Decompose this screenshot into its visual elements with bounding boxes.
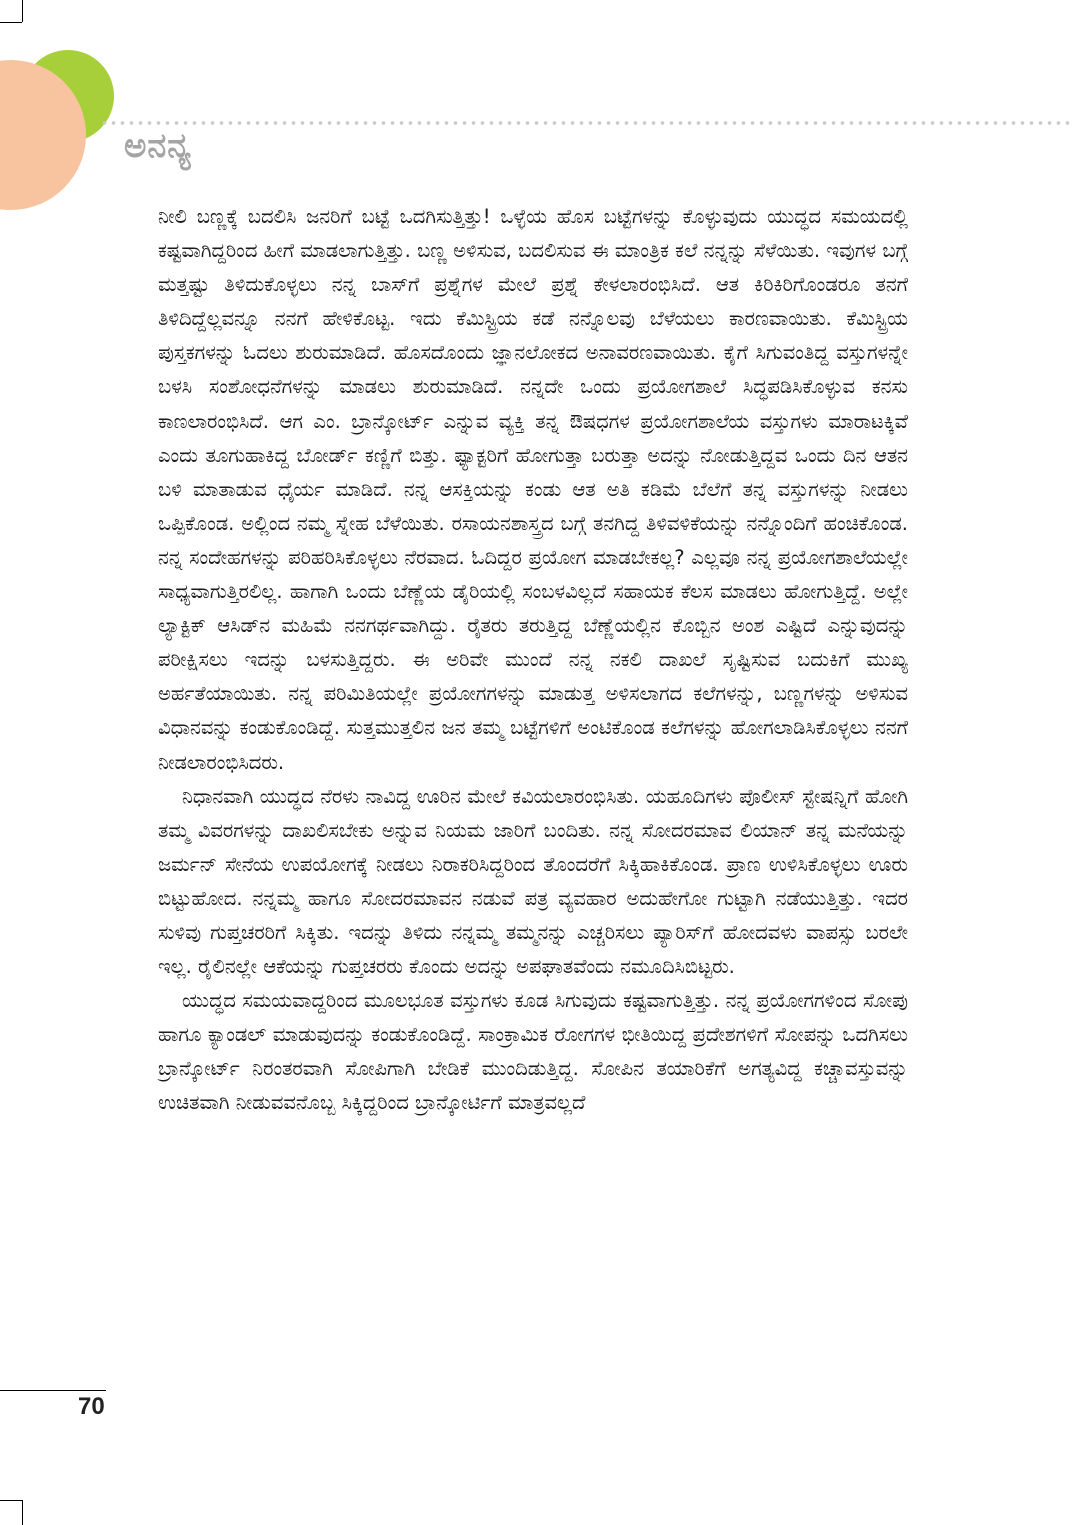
paragraph-1: ನೀಲಿ ಬಣ್ಣಕ್ಕೆ ಬದಲಿಸಿ ಜನರಿಗೆ ಬಟ್ಟೆ ಒದಗಿಸುತ್ತಿತ್ತು! ಒಳ್ಳೆಯ ಹೊಸ ಬಟ್ಟೆಗಳನ್ನು ಕೊಳ್ಳುವುದು ಯುದ್ಧದ ಸಮಯದಲ್ಲಿ ಕಷ್ಟವಾಗಿದ್ದರಿಂದ ಹೀಗೆ ಮಾಡಲಾಗುತ್ತಿತ್ತು. ಬಣ್ಣ ಅಳಿಸುವ, ಬದಲಿಸುವ ಈ ಮಾಂತ್ರಿಕ ಕಲೆ ನನ್ನನ್ನು ಸೆಳೆಯಿತು. ಇವುಗಳ ಬಗ್ಗೆ ಮತ್ತಷ್ಟು ತಿಳಿದುಕೊಳ್ಳಲು ನನ್ನ ಬಾಸ್‌ಗೆ ಪ್ರಶ್ನೆಗಳ ಮೇಲೆ ಪ್ರಶ್ನೆ ಕೇಳಲಾರಂಭಿಸಿದೆ. ಆತ ಕಿರಿಕಿರಿಗೊಂಡರೂ ತನಗೆ ತಿಳಿದಿದ್ದೆಲ್ಲವನ್ನೂ ನನಗೆ ಹೇಳಿಕೊಟ್ಟ. ಇದು ಕೆಮಿಸ್ಟ್ರಿಯ ಕಡೆ ನನ್ನೊಲವು ಬೆಳೆಯಲು ಕಾರಣವಾಯಿತು. ಕೆಮಿಸ್ಟ್ರಿಯ ಪುಸ್ತಕಗಳನ್ನು ಓದಲು ಶುರುಮಾಡಿದೆ. ಹೊಸದೊಂದು ಜ್ಞಾನಲೋಕದ ಅನಾವರಣವಾಯಿತು. ಕೈಗೆ ಸಿಗುವಂತಿದ್ದ ವಸ್ತುಗಳನ್ನೇ ಬಳಸಿ ಸಂಶೋಧನೆಗಳನ್ನು ಮಾಡಲು ಶುರುಮಾಡಿದೆ. ನನ್ನದೇ ಒಂದು ಪ್ರಯೋಗಶಾಲೆ ಸಿದ್ಧಪಡಿಸಿಕೊಳ್ಳುವ ಕನಸು ಕಾಣಲಾರಂಭಿಸಿದೆ. ಆಗ ಎಂ. ಬ್ರಾನ್ಕೋರ್ಟ್ ಎನ್ನುವ ವ್ಯಕ್ತಿ ತನ್ನ ಔಷಧಗಳ ಪ್ರಯೋಗಶಾಲೆಯ ವಸ್ತುಗಳು ಮಾರಾಟಕ್ಕಿವೆ ಎಂದು ತೂಗುಹಾಕಿದ್ದ ಬೋರ್ಡ್ ಕಣ್ಣಿಗೆ ಬಿತ್ತು. ಫ್ಯಾಕ್ಟರಿಗೆ ಹೋಗುತ್ತಾ ಬರುತ್ತಾ ಅದನ್ನು ನೋಡುತ್ತಿದ್ದವ ಒಂದು ದಿನ ಆತನ ಬಳಿ ಮಾತಾಡುವ ಧೈರ್ಯ ಮಾಡಿದೆ. ನನ್ನ ಆಸಕ್ತಿಯನ್ನು ಕಂಡು ಆತ ಅತಿ ಕಡಿಮೆ ಬೆಲೆಗೆ ತನ್ನ ವಸ್ತುಗಳನ್ನು ನೀಡಲು ಒಪ್ಪಿಕೊಂಡ. ಅಲ್ಲಿಂದ ನಮ್ಮ ಸ್ನೇಹ ಬೆಳೆಯಿತು. ರಸಾಯನಶಾಸ್ತ್ರದ ಬಗ್ಗೆ ತನಗಿದ್ದ ತಿಳಿವಳಿಕೆಯನ್ನು ನನ್ನೊಂದಿಗೆ ಹಂಚಿಕೊಂಡ. ನನ್ನ ಸಂದೇಹಗಳನ್ನು ಪರಿಹರಿಸಿಕೊಳ್ಳಲು ನೆರವಾದ. ಓದಿದ್ದರ ಪ್ರಯೋಗ ಮಾಡಬೇಕಲ್ಲ? ಎಲ್ಲವೂ ನನ್ನ ಪ್ರಯೋಗಶಾಲೆಯಲ್ಲೇ ಸಾಧ್ಯವಾಗುತ್ತಿರಲಿಲ್ಲ. ಹಾಗಾಗಿ ಒಂದು ಬೆಣ್ಣೆಯ ಡೈರಿಯಲ್ಲಿ ಸಂಬಳವಿಲ್ಲದೆ ಸಹಾಯಕ ಕೆಲಸ ಮಾಡಲು ಹೋಗುತ್ತಿದ್ದೆ. ಅಲ್ಲೇ ಲ್ಯಾಕ್ಟಿಕ್ ಆಸಿಡ್‌ನ ಮಹಿಮೆ ನನಗರ್ಥವಾಗಿದ್ದು. ರೈತರು ತರುತ್ತಿದ್ದ ಬೆಣ್ಣೆಯಲ್ಲಿನ ಕೊಬ್ಬಿನ ಅಂಶ ಎಷ್ಟಿದೆ ಎನ್ನುವುದನ್ನು ಪರೀಕ್ಷಿಸಲು ಇದನ್ನು ಬಳಸುತ್ತಿದ್ದರು. ಈ ಅರಿವೇ ಮುಂದೆ ನನ್ನ ನಕಲಿ ದಾಖಲೆ ಸೃಷ್ಟಿಸುವ ಬದುಕಿಗೆ ಮುಖ್ಯ ಅರ್ಹತೆಯಾಯಿತು. ನನ್ನ ಪರಿಮಿತಿಯಲ್ಲೇ ಪ್ರಯೋಗಗಳನ್ನು ಮಾಡುತ್ತ ಅಳಿಸಲಾಗದ ಕಲೆಗಳನ್ನು, ಬಣ್ಣಗಳನ್ನು ಅಳಿಸುವ ವಿಧಾನವನ್ನು ಕಂಡುಕೊಂಡಿದ್ದೆ. ಸುತ್ತಮುತ್ತಲಿನ ಜನ ತಮ್ಮ ಬಟ್ಟೆಗಳಿಗೆ ಅಂಟಿಕೊಂಡ ಕಲೆಗಳನ್ನು ಹೋಗಲಾಡಿಸಿಕೊಳ್ಳಲು ನನಗೆ ನೀಡಲಾರಂಭಿಸಿದರು. — [158, 205, 908, 774]
paragraph-2: ನಿಧಾನವಾಗಿ ಯುದ್ಧದ ನೆರಳು ನಾವಿದ್ದ ಊರಿನ ಮೇಲೆ ಕವಿಯಲಾರಂಭಿಸಿತು. ಯಹೂದಿಗಳು ಪೊಲೀಸ್ ಸ್ಟೇಷನ್ನಿಗೆ ಹೋಗಿ ತಮ್ಮ ವಿವರಗಳನ್ನು ದಾಖಲಿಸಬೇಕು ಅನ್ನುವ ನಿಯಮ ಜಾರಿಗೆ ಬಂದಿತು. ನನ್ನ ಸೋದರಮಾವ ಲಿಯಾನ್ ತನ್ನ ಮನೆಯನ್ನು ಜರ್ಮನ್ ಸೇನೆಯ ಉಪಯೋಗಕ್ಕೆ ನೀಡಲು ನಿರಾಕರಿಸಿದ್ದರಿಂದ ತೊಂದರೆಗೆ ಸಿಕ್ಕಿಹಾಕಿಕೊಂಡ. ಪ್ರಾಣ ಉಳಿಸಿಕೊಳ್ಳಲು ಊರು ಬಿಟ್ಟುಹೋದ. ನನ್ನಮ್ಮ ಹಾಗೂ ಸೋದರಮಾವನ ನಡುವೆ ಪತ್ರ ವ್ಯವಹಾರ ಅದುಹೇಗೋ ಗುಟ್ಟಾಗಿ ನಡೆಯುತ್ತಿತ್ತು. ಇದರ ಸುಳಿವು ಗುಪ್ತಚರರಿಗೆ ಸಿಕ್ಕಿತು. ಇದನ್ನು ತಿಳಿದು ನನ್ನಮ್ಮ ತಮ್ಮನನ್ನು ಎಚ್ಚರಿಸಲು ಪ್ಯಾರಿಸ್‌ಗೆ ಹೋದವಳು ವಾಪಸ್ಸು ಬರಲೇ ಇಲ್ಲ. ರೈಲಿನಲ್ಲೇ ಆಕೆಯನ್ನು ಗುಪ್ತಚರರು ಕೊಂದು ಅದನ್ನು ಅಪಘಾತವೆಂದು ನಮೂದಿಸಿಬಿಟ್ಟರು. — [158, 784, 908, 979]
body-text — [158, 200, 908, 1121]
crop-mark-bottom — [22, 1500, 23, 1525]
crop-mark-bottom-horizontal — [0, 1500, 22, 1501]
page-number: 70 — [78, 1393, 105, 1420]
dotted-header-line — [100, 120, 1072, 126]
crop-mark-top — [22, 0, 23, 22]
chapter-title: ಅನನ್ಯ — [124, 126, 192, 166]
crop-mark-top-horizontal — [0, 22, 22, 23]
footer-rule — [0, 1390, 106, 1391]
paragraph-3: ಯುದ್ಧದ ಸಮಯವಾದ್ದರಿಂದ ಮೂಲಭೂತ ವಸ್ತುಗಳು ಕೂಡ ಸಿಗುವುದು ಕಷ್ಟವಾಗುತ್ತಿತ್ತು. ನನ್ನ ಪ್ರಯೋಗಗಳಿಂದ ಸೋಪು ಹಾಗೂ ಕ್ಯಾಂಡಲ್ ಮಾಡುವುದನ್ನು ಕಂಡುಕೊಂಡಿದ್ದೆ. ಸಾಂಕ್ರಾಮಿಕ ರೋಗಗಳ ಭೀತಿಯಿದ್ದ ಪ್ರದೇಶಗಳಿಗೆ ಸೋಪನ್ನು ಒದಗಿಸಲು ಬ್ರಾನ್ಕೋರ್ಟ್ ನಿರಂತರವಾಗಿ ಸೋಪಿಗಾಗಿ ಬೇಡಿಕೆ ಮುಂದಿಡುತ್ತಿದ್ದ. ಸೋಪಿನ ತಯಾರಿಕೆಗೆ ಅಗತ್ಯವಿದ್ದ ಕಚ್ಚಾವಸ್ತುವನ್ನು ಉಚಿತವಾಗಿ ನೀಡುವವನೊಬ್ಬ ಸಿಕ್ಕಿದ್ದರಿಂದ ಬ್ರಾನ್ಕೋರ್ಟಿಗೆ ಮಾತ್ರವಲ್ಲದೆ — [158, 989, 908, 1115]
